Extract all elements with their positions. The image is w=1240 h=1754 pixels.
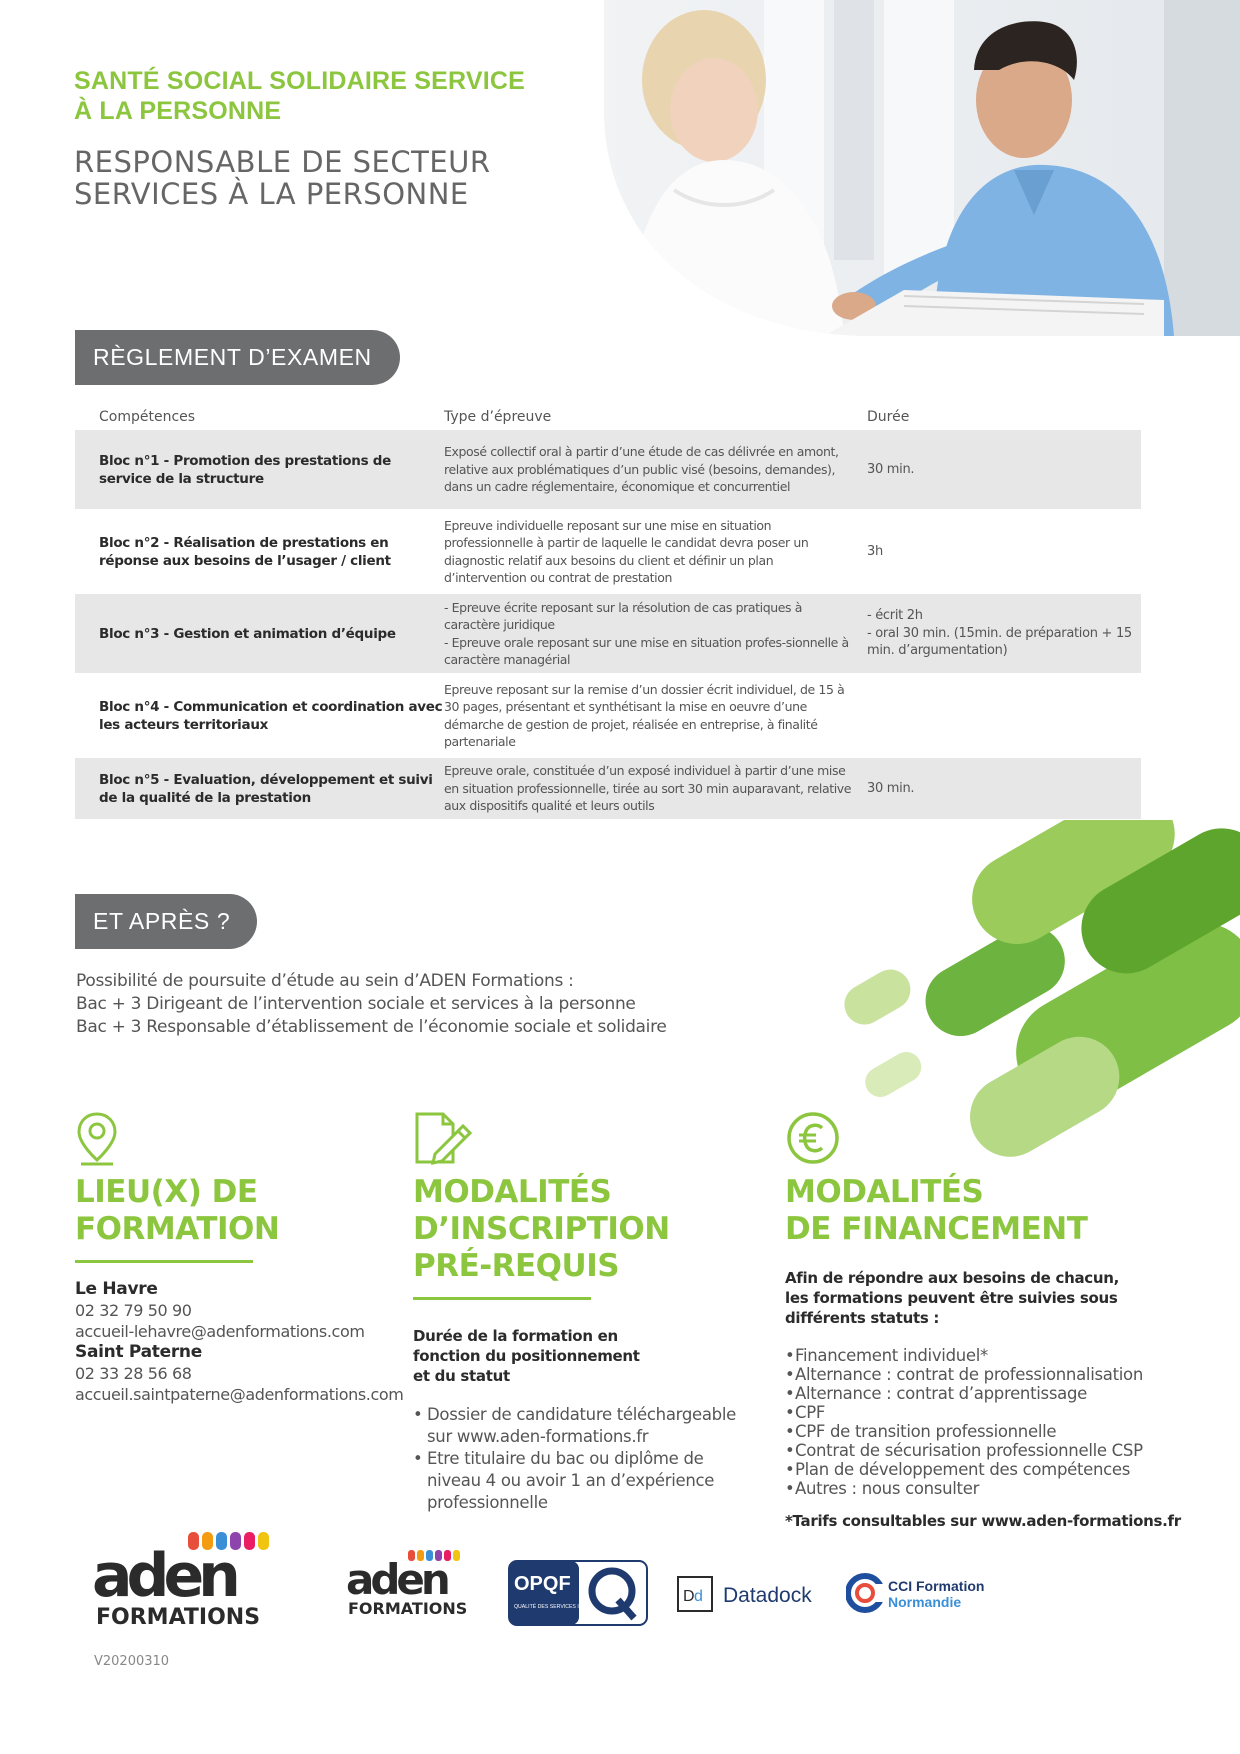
- aden-subtitle: FORMATIONS: [348, 1599, 468, 1618]
- after-text: [76, 970, 776, 1039]
- exam-section-pill: RÈGLEMENT D’EXAMEN: [75, 330, 400, 385]
- list-item: • Alternance : contrat d’apprentissage: [785, 1384, 1165, 1403]
- category-line-2: À LA PERSONNE: [74, 97, 282, 125]
- euro-icon: [785, 1110, 1165, 1166]
- table-row: [75, 512, 1141, 594]
- document-pen-icon: [413, 1110, 743, 1166]
- svg-text:D: D: [683, 1588, 695, 1605]
- list-item: • CPF: [785, 1403, 1165, 1422]
- site-phone: 02 33 28 56 68: [75, 1364, 192, 1383]
- row-competence: Bloc n°1 - Promotion des prestations de service de la structure: [99, 452, 391, 487]
- row-duree: - écrit 2h - oral 30 min. (15min. de préparation + 15 min. d’argumentation): [867, 608, 1132, 659]
- row-duree: 3h: [867, 543, 883, 559]
- after-line: Possibilité de poursuite d’étude au sein d’ADEN Formations :: [76, 971, 574, 991]
- row-competence: Bloc n°4 - Communication et coordination avec les acteurs territoriaux: [99, 698, 443, 733]
- header-duree: Durée: [867, 409, 910, 425]
- row-type: Exposé collectif oral à partir d’une étude de cas délivrée en amont, relative aux problématiques d’un public visé (besoins, demandes), dans un cadre réglementaire, économique et concurrentiel: [444, 444, 839, 495]
- table-row: [75, 594, 1141, 676]
- list-item: • Dossier de candidature téléchargeable sur www.aden-formations.fr: [413, 1404, 743, 1448]
- job-line-1: RESPONSABLE DE SECTEUR: [74, 145, 491, 179]
- list-item: • Autres : nous consulter: [785, 1479, 1165, 1498]
- list-item: • Etre titulaire du bac ou diplôme de niveau 4 ou avoir 1 an d’expérience professionnelle: [413, 1448, 743, 1514]
- list-item: • Contrat de sécurisation professionnelle CSP: [785, 1441, 1165, 1460]
- financement-lead: Afin de répondre aux besoins de chacun, les formations peuvent être suivies sous différents statuts :: [785, 1269, 1120, 1327]
- svg-text:d: d: [694, 1588, 703, 1605]
- row-type: Epreuve reposant sur la remise d’un dossier écrit individuel, de 15 à 30 pages, présentant et synthétisant la mise en oeuvre d’une démarche de gestion de projet, réalisée en entreprise, à finalité partenariale: [444, 681, 845, 749]
- site-email: accueil.saintpaterne@adenformations.com: [75, 1385, 404, 1404]
- aden-formations-logo-large: [92, 1530, 272, 1635]
- green-rule: [75, 1260, 253, 1263]
- row-type: Epreuve individuelle reposant sur une mise en situation professionnelle à partir de laquelle le candidat devra poser un diagnostic relatif aux besoins du client et définir un plan d’intervention ou contrat de prestation: [444, 517, 809, 585]
- site-email: accueil-lehavre@adenformations.com: [75, 1322, 365, 1341]
- aden-wordmark: aden: [92, 1541, 235, 1611]
- table-row: [75, 758, 1141, 822]
- row-competence: Bloc n°2 - Réalisation de prestations en réponse aux besoins de l’usager / client: [99, 534, 391, 569]
- aden-formations-logo-small: [346, 1548, 476, 1623]
- after-line: Bac + 3 Responsable d’établissement de l’économie sociale et solidaire: [76, 1017, 667, 1037]
- financement-list: [785, 1346, 1165, 1498]
- list-item: • CPF de transition professionnelle: [785, 1422, 1165, 1441]
- table-header: [75, 404, 1141, 430]
- row-competence: Bloc n°3 - Gestion et animation d’équipe: [99, 625, 396, 642]
- lieux-heading: [75, 1174, 395, 1248]
- location-pin-icon: [75, 1110, 395, 1166]
- lieux-heading-line: FORMATION: [75, 1211, 280, 1247]
- job-line-2: SERVICES À LA PERSONNE: [74, 177, 469, 211]
- financement-heading: [785, 1174, 1165, 1248]
- financement-section: [785, 1110, 1181, 1530]
- inscription-section: [413, 1110, 743, 1514]
- after-section-pill: ET APRÈS ?: [75, 894, 257, 949]
- row-type: Epreuve orale, constituée d’un exposé individuel à partir d’une mise en situation professionnelle, tirée au sort 30 min auparavant, relative aux dispositifs qualité et leurs outils: [444, 763, 852, 814]
- header-type: Type d’épreuve: [444, 409, 552, 425]
- list-item: • Financement individuel*: [785, 1346, 1165, 1365]
- cci-line-2: Normandie: [888, 1594, 962, 1610]
- opqf-wordmark: OPQF: [514, 1573, 571, 1595]
- list-item: • Alternance : contrat de professionnalisation: [785, 1365, 1165, 1384]
- inscription-heading-line: D’INSCRIPTION: [413, 1211, 670, 1247]
- header-photo: [604, 0, 1240, 336]
- datadock-wordmark: Datadock: [723, 1584, 812, 1607]
- financement-heading-line: MODALITÉS: [785, 1174, 984, 1210]
- prerequisites-list: [413, 1404, 743, 1514]
- row-duree: 30 min.: [867, 780, 915, 796]
- cci-line-1: CCI Formation: [888, 1578, 985, 1594]
- category-line-1: SANTÉ SOCIAL SOLIDAIRE SERVICE: [74, 67, 525, 95]
- tarifs-note: *Tarifs consultables sur www.aden-formations.fr: [785, 1512, 1181, 1530]
- site-name: Saint Paterne: [75, 1342, 202, 1362]
- green-rule: [413, 1297, 591, 1300]
- inscription-heading-line: MODALITÉS: [413, 1174, 612, 1210]
- financement-heading-line: DE FINANCEMENT: [785, 1211, 1088, 1247]
- opqf-logo: [508, 1560, 648, 1631]
- lieux-heading-line: LIEU(X) DE: [75, 1174, 258, 1210]
- row-type: - Epreuve écrite reposant sur la résolution de cas pratiques à caractère juridique - Epreuve orale reposant sur une mise en situation profes-sionnelle à caractère managérial: [444, 599, 849, 667]
- opqf-subtitle: QUALITÉ DES SERVICES INTELLECTUELS: [514, 1604, 619, 1610]
- aden-wordmark: aden: [346, 1555, 447, 1604]
- row-competence: Bloc n°5 - Evaluation, développement et suivi de la qualité de la prestation: [99, 771, 433, 806]
- inscription-heading-line: PRÉ-REQUIS: [413, 1248, 620, 1284]
- inscription-heading: [413, 1174, 743, 1285]
- datadock-logo: [677, 1574, 827, 1619]
- table-row: [75, 430, 1141, 512]
- job-title: [74, 146, 594, 210]
- after-line: Bac + 3 Dirigeant de l’intervention sociale et services à la personne: [76, 994, 636, 1014]
- table-row: [75, 676, 1141, 758]
- site-name: Le Havre: [75, 1279, 158, 1299]
- cci-formation-logo: [846, 1570, 996, 1621]
- version-code: V20200310: [94, 1654, 170, 1669]
- lieux-section: [75, 1110, 404, 1405]
- inscription-lead: Durée de la formation en fonction du positionnement et du statut: [413, 1327, 640, 1385]
- list-item: • Plan de développement des compétences: [785, 1460, 1165, 1479]
- site-phone: 02 32 79 50 90: [75, 1301, 192, 1320]
- row-duree: 30 min.: [867, 461, 915, 477]
- aden-subtitle: FORMATIONS: [96, 1605, 261, 1630]
- category-title: [74, 66, 594, 126]
- exam-table: [75, 404, 1141, 822]
- header-competences: Compétences: [99, 409, 196, 425]
